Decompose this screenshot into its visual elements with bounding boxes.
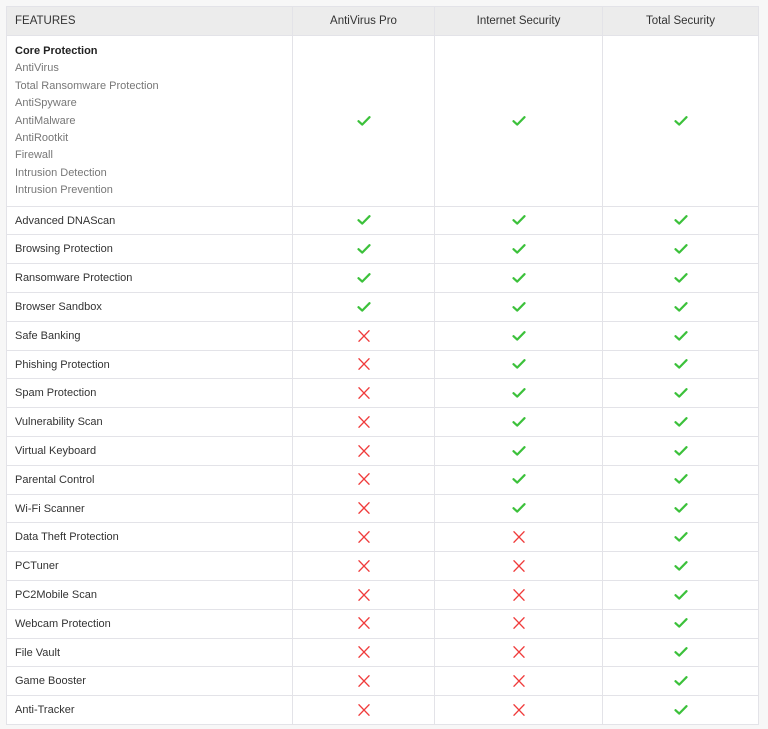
check-icon: [357, 212, 371, 229]
check-icon: [674, 327, 688, 344]
cross-icon: [357, 586, 371, 603]
cross-icon: [357, 644, 371, 661]
plan-header-antivirus-pro: AntiVirus Pro: [293, 7, 435, 36]
cross-icon: [512, 528, 526, 545]
cross-icon: [357, 500, 371, 517]
feature-name: PC2Mobile Scan: [7, 581, 293, 610]
feature-name: Advanced DNAScan: [7, 206, 293, 235]
check-icon: [674, 240, 688, 257]
core-item: AntiRootkit: [15, 132, 69, 145]
availability-cell: [435, 206, 603, 235]
core-item: AntiMalware: [15, 114, 76, 127]
core-item: Intrusion Prevention: [15, 184, 113, 197]
check-icon: [357, 112, 371, 129]
availability-cell: [603, 609, 759, 638]
table-row: [7, 408, 759, 437]
availability-cell: [603, 264, 759, 293]
feature-name: Browsing Protection: [7, 235, 293, 264]
availability-cell: [435, 465, 603, 494]
availability-cell: [603, 437, 759, 466]
check-icon: [512, 112, 526, 129]
cross-icon: [512, 615, 526, 632]
table-row: [7, 494, 759, 523]
cross-icon: [357, 442, 371, 459]
availability-cell: [435, 552, 603, 581]
availability-cell: [293, 264, 435, 293]
table-row: [7, 638, 759, 667]
cross-icon: [512, 586, 526, 603]
plan-header-internet-security: Internet Security: [435, 7, 603, 36]
cross-icon: [357, 327, 371, 344]
check-icon: [512, 384, 526, 401]
table-row: [7, 437, 759, 466]
cross-icon: [357, 528, 371, 545]
check-icon: [512, 298, 526, 315]
availability-cell: [293, 36, 435, 207]
check-icon: [512, 442, 526, 459]
table-row: [7, 609, 759, 638]
table-row: [7, 293, 759, 322]
feature-name: Phishing Protection: [7, 350, 293, 379]
availability-cell: [603, 552, 759, 581]
check-icon: [674, 356, 688, 373]
check-icon: [674, 212, 688, 229]
feature-name: Data Theft Protection: [7, 523, 293, 552]
check-icon: [674, 701, 688, 718]
check-icon: [512, 471, 526, 488]
core-item: AntiSpyware: [15, 97, 77, 110]
availability-cell: [603, 350, 759, 379]
check-icon: [674, 442, 688, 459]
check-icon: [357, 240, 371, 257]
check-icon: [674, 500, 688, 517]
availability-cell: [435, 350, 603, 379]
availability-cell: [293, 667, 435, 696]
availability-cell: [293, 350, 435, 379]
feature-name: PCTuner: [7, 552, 293, 581]
table-row: [7, 581, 759, 610]
availability-cell: [293, 408, 435, 437]
table-row: [7, 206, 759, 235]
feature-name: Anti-Tracker: [7, 696, 293, 725]
table-row: [7, 379, 759, 408]
check-icon: [512, 356, 526, 373]
availability-cell: [293, 609, 435, 638]
table-row: [7, 321, 759, 350]
core-protection-title: Core Protection: [15, 45, 98, 57]
availability-cell: [293, 235, 435, 264]
core-protection-row: [7, 36, 759, 207]
availability-cell: [293, 437, 435, 466]
cross-icon: [357, 672, 371, 689]
cross-icon: [512, 701, 526, 718]
availability-cell: [293, 552, 435, 581]
comparison-table-container: [6, 6, 758, 725]
core-item: Firewall: [15, 149, 53, 162]
feature-name: Vulnerability Scan: [7, 408, 293, 437]
availability-cell: [603, 36, 759, 207]
check-icon: [357, 269, 371, 286]
availability-cell: [435, 667, 603, 696]
cross-icon: [357, 471, 371, 488]
availability-cell: [293, 206, 435, 235]
availability-cell: [603, 638, 759, 667]
availability-cell: [435, 437, 603, 466]
availability-cell: [603, 696, 759, 725]
feature-name: Ransomware Protection: [7, 264, 293, 293]
check-icon: [674, 672, 688, 689]
availability-cell: [603, 523, 759, 552]
table-row: [7, 552, 759, 581]
table-row: [7, 667, 759, 696]
availability-cell: [435, 235, 603, 264]
availability-cell: [293, 581, 435, 610]
check-icon: [512, 212, 526, 229]
cross-icon: [512, 644, 526, 661]
availability-cell: [293, 293, 435, 322]
table-row: [7, 465, 759, 494]
availability-cell: [435, 408, 603, 437]
check-icon: [674, 528, 688, 545]
check-icon: [512, 500, 526, 517]
availability-cell: [293, 494, 435, 523]
table-row: [7, 523, 759, 552]
availability-cell: [603, 206, 759, 235]
availability-cell: [603, 379, 759, 408]
availability-cell: [603, 321, 759, 350]
check-icon: [512, 327, 526, 344]
feature-name: Parental Control: [7, 465, 293, 494]
check-icon: [674, 269, 688, 286]
feature-name: Spam Protection: [7, 379, 293, 408]
plan-header-total-security: Total Security: [603, 7, 759, 36]
availability-cell: [293, 638, 435, 667]
check-icon: [512, 240, 526, 257]
cross-icon: [357, 413, 371, 430]
check-icon: [674, 298, 688, 315]
check-icon: [674, 384, 688, 401]
core-item: Intrusion Detection: [15, 166, 107, 179]
availability-cell: [603, 408, 759, 437]
table-row: [7, 235, 759, 264]
availability-cell: [293, 523, 435, 552]
availability-cell: [603, 494, 759, 523]
feature-name: Browser Sandbox: [7, 293, 293, 322]
feature-name: File Vault: [7, 638, 293, 667]
check-icon: [674, 615, 688, 632]
check-icon: [357, 298, 371, 315]
availability-cell: [435, 581, 603, 610]
availability-cell: [293, 379, 435, 408]
feature-name: Virtual Keyboard: [7, 437, 293, 466]
availability-cell: [603, 465, 759, 494]
cross-icon: [357, 384, 371, 401]
cross-icon: [357, 701, 371, 718]
cross-icon: [357, 615, 371, 632]
availability-cell: [435, 264, 603, 293]
check-icon: [674, 112, 688, 129]
table-header-row: [7, 7, 759, 36]
availability-cell: [435, 494, 603, 523]
cross-icon: [357, 356, 371, 373]
core-protection-cell: [7, 36, 293, 207]
availability-cell: [435, 609, 603, 638]
feature-name: Webcam Protection: [7, 609, 293, 638]
cross-icon: [357, 557, 371, 574]
availability-cell: [293, 321, 435, 350]
features-column-header: FEATURES: [7, 7, 293, 36]
availability-cell: [435, 523, 603, 552]
availability-cell: [603, 235, 759, 264]
table-row: [7, 264, 759, 293]
availability-cell: [435, 379, 603, 408]
cross-icon: [512, 557, 526, 574]
availability-cell: [435, 696, 603, 725]
availability-cell: [603, 293, 759, 322]
check-icon: [674, 413, 688, 430]
check-icon: [674, 557, 688, 574]
availability-cell: [435, 638, 603, 667]
check-icon: [674, 471, 688, 488]
check-icon: [512, 413, 526, 430]
availability-cell: [435, 36, 603, 207]
check-icon: [674, 644, 688, 661]
availability-cell: [435, 293, 603, 322]
core-item: Total Ransomware Protection: [15, 79, 159, 92]
availability-cell: [603, 581, 759, 610]
check-icon: [674, 586, 688, 603]
core-item: AntiVirus: [15, 62, 59, 75]
availability-cell: [603, 667, 759, 696]
availability-cell: [435, 321, 603, 350]
table-row: [7, 696, 759, 725]
check-icon: [512, 269, 526, 286]
feature-name: Wi-Fi Scanner: [7, 494, 293, 523]
availability-cell: [293, 465, 435, 494]
cross-icon: [512, 672, 526, 689]
availability-cell: [293, 696, 435, 725]
feature-comparison-table: [6, 6, 759, 725]
feature-name: Game Booster: [7, 667, 293, 696]
feature-name: Safe Banking: [7, 321, 293, 350]
table-row: [7, 350, 759, 379]
